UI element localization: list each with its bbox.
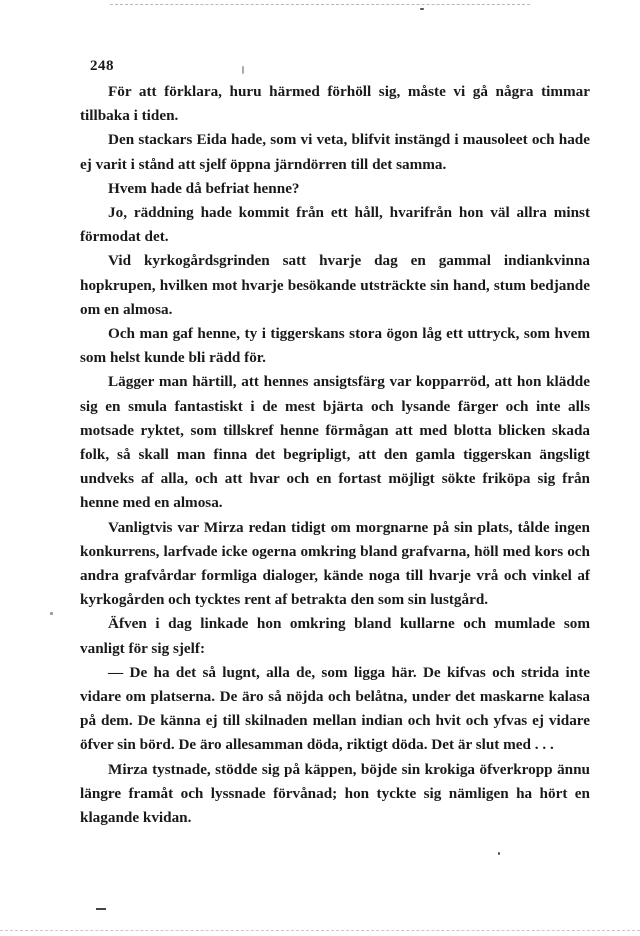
paragraph-6: Och man gaf henne, ty i tiggerskans stora ögon låg ett uttryck, som hvem som helst kunde bli rädd för. bbox=[80, 325, 590, 367]
scan-speck bbox=[242, 66, 244, 74]
paragraph-7: Lägger man härtill, att hennes ansigtsfärg var kopparröd, att hon klädde sig en smula fantastiskt i de mest bjärta och lysande färger och inte alls motsade ryktet, som tillskref henne förmågan att med blotta blicken skada folk, så skall man finna det begripligt, att den gamla tiggerskan ängsligt undveks af alla, och att hvar och en fortast möjligt sökte friköpa sig från henne med en almosa. bbox=[80, 373, 590, 512]
scan-speck bbox=[498, 852, 500, 855]
paragraph-1: För att förklara, huru härmed förhöll sig, måste vi gå några timmar tillbaka i tiden. bbox=[80, 83, 590, 125]
page-number: 248 bbox=[90, 58, 114, 74]
scan-speck bbox=[50, 612, 53, 615]
scan-speck bbox=[420, 8, 424, 10]
paragraph-10: — De ha det så lugnt, alla de, som ligga här. De kifvas och strida inte vidare om platserna. De äro så nöjda och belåtna, under det maskarne kalasa på dem. De känna ej till skilnaden mellan indian och hvit och yfvas ej vidare öfver sin börd. De äro allesamman döda, riktigt döda. Det är slut med . . . bbox=[80, 663, 590, 754]
top-scan-edge bbox=[110, 4, 530, 5]
paragraph-2: Den stackars Eida hade, som vi veta, blifvit instängd i mausoleet och hade ej varit i stånd att sjelf öppna järndörren till det samma. bbox=[80, 131, 590, 173]
paragraph-8: Vanligtvis var Mirza redan tidigt om morgnarne på sin plats, tålde ingen konkurrens, larfvade icke ogerna omkring bland grafvarna, höll med kors och andra grafvårdar formliga dialoger, kände noga till hvarje vrå och vinkel af kyrkogården och tycktes rent af betrakta den som sin lustgård. bbox=[80, 518, 590, 609]
bottom-scan-edge bbox=[0, 930, 640, 931]
body-text bbox=[80, 80, 590, 830]
paragraph-4: Jo, räddning hade kommit från ett håll, hvarifrån hon väl allra minst förmodat det. bbox=[80, 204, 590, 246]
paragraph-11: Mirza tystnade, stödde sig på käppen, böjde sin krokiga öfverkropp ännu längre framåt och lyssnade förvånad; hon tyckte sig nämligen ha hört en klagande kvidan. bbox=[80, 760, 590, 827]
paragraph-3: Hvem hade då befriat henne? bbox=[108, 179, 300, 197]
paragraph-5: Vid kyrkogårdsgrinden satt hvarje dag en gammal indiankvinna hopkrupen, hvilken mot hvarje besökande utsträckte sin hand, stum bedjande om en almosa. bbox=[80, 252, 590, 318]
paragraph-9: Äfven i dag linkade hon omkring bland kullarne och mumlade som vanligt för sig sjelf: bbox=[80, 615, 590, 657]
bottom-dash-mark bbox=[96, 908, 106, 910]
